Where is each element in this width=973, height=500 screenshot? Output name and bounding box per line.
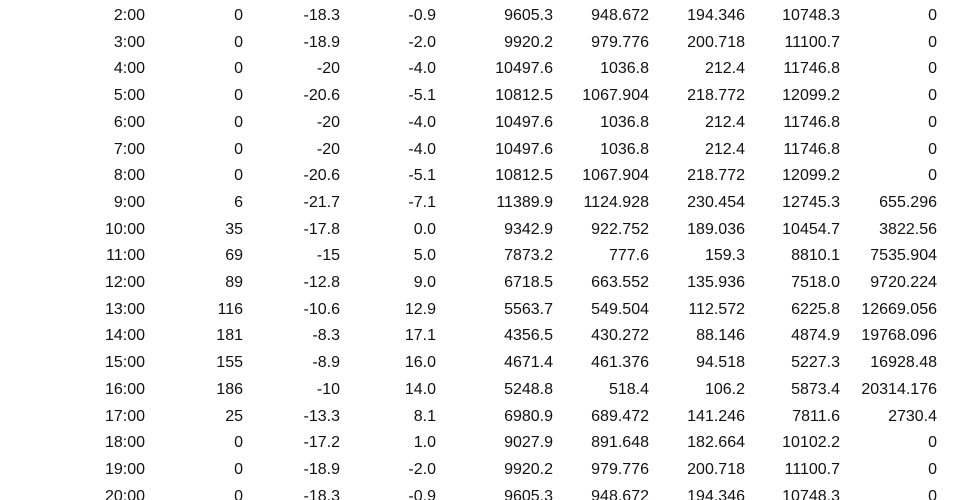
- value-cell: 0: [928, 167, 937, 185]
- value-cell: -18.3: [303, 487, 340, 500]
- value-cell: 10748.3: [782, 487, 840, 500]
- value-cell: -5.1: [408, 87, 436, 105]
- value-cell: 0: [928, 140, 937, 158]
- value-cell: 16928.48: [870, 354, 937, 372]
- value-cell: 922.752: [591, 220, 649, 238]
- value-cell: 230.454: [687, 193, 745, 211]
- value-cell: -18.9: [303, 460, 340, 478]
- value-cell: 4874.9: [791, 327, 840, 345]
- value-cell: 181: [216, 327, 243, 345]
- value-cell: -12.8: [303, 274, 340, 291]
- value-cell: 891.648: [591, 434, 649, 452]
- time-cell: 9:00: [113, 193, 145, 211]
- value-cell: 0: [234, 140, 243, 158]
- value-cell: -17.8: [303, 220, 340, 238]
- value-cell: 12099.2: [782, 87, 840, 105]
- value-cell: -18.9: [303, 33, 340, 51]
- value-cell: -20: [316, 113, 340, 131]
- table-row: [0, 350, 973, 377]
- value-cell: 212.4: [704, 60, 745, 78]
- value-cell: 5227.3: [791, 354, 840, 372]
- value-cell: 6: [234, 193, 243, 211]
- time-cell: 5:00: [113, 87, 145, 105]
- value-cell: 2730.4: [888, 407, 937, 425]
- value-cell: -2.0: [408, 460, 436, 478]
- table-row: [0, 430, 973, 457]
- value-cell: 4356.5: [504, 327, 553, 345]
- table-row: [0, 190, 973, 217]
- value-cell: 189.036: [687, 220, 745, 238]
- value-cell: 0.0: [413, 220, 436, 238]
- value-cell: 19768.096: [861, 327, 937, 345]
- value-cell: 200.718: [687, 33, 745, 51]
- value-cell: -10.6: [303, 300, 340, 318]
- value-cell: -20.6: [303, 167, 340, 185]
- time-cell: 2:00: [113, 7, 145, 24]
- value-cell: -20.6: [303, 87, 340, 105]
- value-cell: 116: [217, 300, 243, 318]
- time-cell: 17:00: [104, 407, 145, 425]
- value-cell: 1036.8: [600, 113, 649, 131]
- value-cell: 0: [234, 460, 243, 478]
- value-cell: 194.346: [687, 7, 745, 24]
- value-cell: 16.0: [404, 354, 436, 372]
- value-cell: 9605.3: [504, 487, 553, 500]
- value-cell: 0: [234, 33, 243, 51]
- value-cell: 10497.6: [495, 140, 553, 158]
- value-cell: 94.518: [696, 354, 745, 372]
- table-row: [0, 83, 973, 110]
- value-cell: 4671.4: [504, 354, 553, 372]
- table-row: [0, 404, 973, 431]
- table-row: [0, 3, 973, 30]
- value-cell: 10812.5: [495, 167, 553, 185]
- value-cell: 11746.8: [783, 60, 840, 78]
- value-cell: 5.0: [413, 247, 436, 265]
- value-cell: 0: [928, 487, 937, 500]
- value-cell: 69: [225, 247, 243, 265]
- value-cell: 0: [928, 87, 937, 105]
- value-cell: 10748.3: [782, 7, 840, 24]
- time-cell: 11:00: [106, 247, 145, 265]
- value-cell: 0: [234, 434, 243, 452]
- value-cell: 9920.2: [504, 33, 553, 51]
- value-cell: 112.572: [688, 300, 745, 318]
- value-cell: 7518.0: [791, 274, 840, 291]
- value-cell: 8.1: [413, 407, 436, 425]
- value-cell: -5.1: [408, 167, 436, 185]
- value-cell: 11100.7: [784, 460, 840, 478]
- value-cell: -13.3: [303, 407, 340, 425]
- table-row: [0, 484, 973, 500]
- table-row: [0, 243, 973, 270]
- value-cell: -8.9: [312, 354, 340, 372]
- value-cell: 5248.8: [504, 380, 553, 398]
- value-cell: 155: [216, 354, 243, 372]
- value-cell: 12099.2: [782, 167, 840, 185]
- value-cell: 1067.904: [582, 87, 649, 105]
- value-cell: -4.0: [408, 60, 436, 78]
- time-cell: 10:00: [104, 220, 145, 238]
- value-cell: 9.0: [413, 274, 436, 291]
- value-cell: 10497.6: [495, 60, 553, 78]
- value-cell: 518.4: [608, 380, 649, 398]
- value-cell: -0.9: [408, 487, 436, 500]
- table-row: [0, 217, 973, 244]
- time-cell: 6:00: [113, 113, 145, 131]
- value-cell: 7811.6: [792, 407, 840, 425]
- table-row: [0, 323, 973, 350]
- time-cell: 12:00: [104, 274, 145, 291]
- table-row: [0, 377, 973, 404]
- time-cell: 14:00: [104, 327, 145, 345]
- value-cell: 0: [928, 7, 937, 24]
- value-cell: 6980.9: [504, 407, 553, 425]
- value-cell: 777.6: [608, 247, 649, 265]
- value-cell: -10: [316, 380, 340, 398]
- value-cell: 218.772: [687, 87, 745, 105]
- value-cell: -4.0: [408, 140, 436, 158]
- value-cell: 35: [225, 220, 243, 238]
- value-cell: 9605.3: [504, 7, 553, 24]
- value-cell: 663.552: [591, 274, 649, 291]
- value-cell: -4.0: [408, 113, 436, 131]
- value-cell: 218.772: [687, 167, 745, 185]
- value-cell: 1.0: [413, 434, 436, 452]
- table-row: [0, 297, 973, 324]
- value-cell: 10454.7: [782, 220, 840, 238]
- time-cell: 7:00: [113, 140, 145, 158]
- value-cell: 1036.8: [600, 60, 649, 78]
- value-cell: 0: [234, 167, 243, 185]
- value-cell: 89: [225, 274, 243, 291]
- value-cell: 200.718: [687, 460, 745, 478]
- value-cell: 88.146: [696, 327, 745, 345]
- time-cell: 19:00: [104, 460, 145, 478]
- value-cell: 0: [234, 487, 243, 500]
- value-cell: 979.776: [591, 33, 649, 51]
- value-cell: 0: [928, 434, 937, 452]
- value-cell: 106.2: [704, 380, 745, 398]
- value-cell: -15: [316, 247, 340, 265]
- value-cell: 0: [928, 113, 937, 131]
- value-cell: 979.776: [591, 460, 649, 478]
- value-cell: 212.4: [704, 140, 745, 158]
- value-cell: -7.1: [408, 193, 436, 211]
- table-row: [0, 137, 973, 164]
- value-cell: -8.3: [312, 327, 340, 345]
- value-cell: 11100.7: [784, 33, 840, 51]
- value-cell: 1124.928: [583, 193, 649, 211]
- value-cell: 141.246: [687, 407, 745, 425]
- value-cell: 3822.56: [879, 220, 937, 238]
- table-row: [0, 163, 973, 190]
- time-cell: 13:00: [104, 300, 145, 318]
- value-cell: 11746.8: [783, 113, 840, 131]
- value-cell: 5563.7: [504, 300, 553, 318]
- value-cell: 6718.5: [504, 274, 553, 291]
- value-cell: 182.664: [687, 434, 745, 452]
- value-cell: 5873.4: [791, 380, 840, 398]
- value-cell: 689.472: [591, 407, 649, 425]
- value-cell: 7535.904: [870, 247, 937, 265]
- value-cell: -2.0: [408, 33, 436, 51]
- time-cell: 3:00: [113, 33, 145, 51]
- value-cell: -0.9: [408, 7, 436, 24]
- value-cell: 17.1: [404, 327, 436, 345]
- value-cell: 948.672: [591, 7, 649, 24]
- value-cell: 20314.176: [861, 380, 937, 398]
- value-cell: 0: [234, 113, 243, 131]
- value-cell: 25: [225, 407, 243, 425]
- value-cell: 1036.8: [600, 140, 649, 158]
- value-cell: 0: [928, 460, 937, 478]
- value-cell: -18.3: [303, 7, 340, 24]
- value-cell: 948.672: [591, 487, 649, 500]
- value-cell: 14.0: [404, 380, 436, 398]
- value-cell: 549.504: [591, 300, 649, 318]
- value-cell: 12669.056: [861, 300, 937, 318]
- value-cell: 0: [234, 7, 243, 24]
- value-cell: 9342.9: [504, 220, 553, 238]
- value-cell: 135.936: [687, 274, 745, 291]
- value-cell: 9027.9: [504, 434, 553, 452]
- value-cell: 0: [234, 87, 243, 105]
- value-cell: 1067.904: [582, 167, 649, 185]
- value-cell: 8810.1: [791, 247, 840, 265]
- value-cell: 0: [234, 60, 243, 78]
- value-cell: 7873.2: [504, 247, 553, 265]
- value-cell: 186: [216, 380, 243, 398]
- value-cell: 212.4: [704, 113, 745, 131]
- value-cell: 0: [928, 33, 937, 51]
- value-cell: 10497.6: [495, 113, 553, 131]
- value-cell: 10102.2: [782, 434, 840, 452]
- table-row: [0, 457, 973, 484]
- value-cell: 655.296: [879, 193, 937, 211]
- value-cell: 11746.8: [783, 140, 840, 158]
- table-row: [0, 56, 973, 83]
- time-cell: 16:00: [104, 380, 145, 398]
- value-cell: 461.376: [591, 354, 649, 372]
- table-row: [0, 110, 973, 137]
- value-cell: -20: [316, 140, 340, 158]
- table-row: [0, 270, 973, 297]
- value-cell: 10812.5: [495, 87, 553, 105]
- time-cell: 20:00: [104, 487, 145, 500]
- value-cell: 6225.8: [791, 300, 840, 318]
- value-cell: 9720.224: [870, 274, 937, 291]
- table-row: [0, 30, 973, 57]
- value-cell: 430.272: [591, 327, 649, 345]
- value-cell: -21.7: [303, 193, 340, 211]
- value-cell: 159.3: [704, 247, 745, 265]
- value-cell: 194.346: [687, 487, 745, 500]
- time-cell: 18:00: [104, 434, 145, 452]
- time-cell: 4:00: [113, 60, 145, 78]
- value-cell: 9920.2: [504, 460, 553, 478]
- value-cell: 12745.3: [782, 193, 840, 211]
- time-cell: 15:00: [104, 354, 145, 372]
- value-cell: 11389.9: [496, 193, 553, 211]
- value-cell: -17.2: [303, 434, 340, 452]
- value-cell: 0: [928, 60, 937, 78]
- value-cell: 12.9: [404, 300, 436, 318]
- time-cell: 8:00: [113, 167, 145, 185]
- value-cell: -20: [316, 60, 340, 78]
